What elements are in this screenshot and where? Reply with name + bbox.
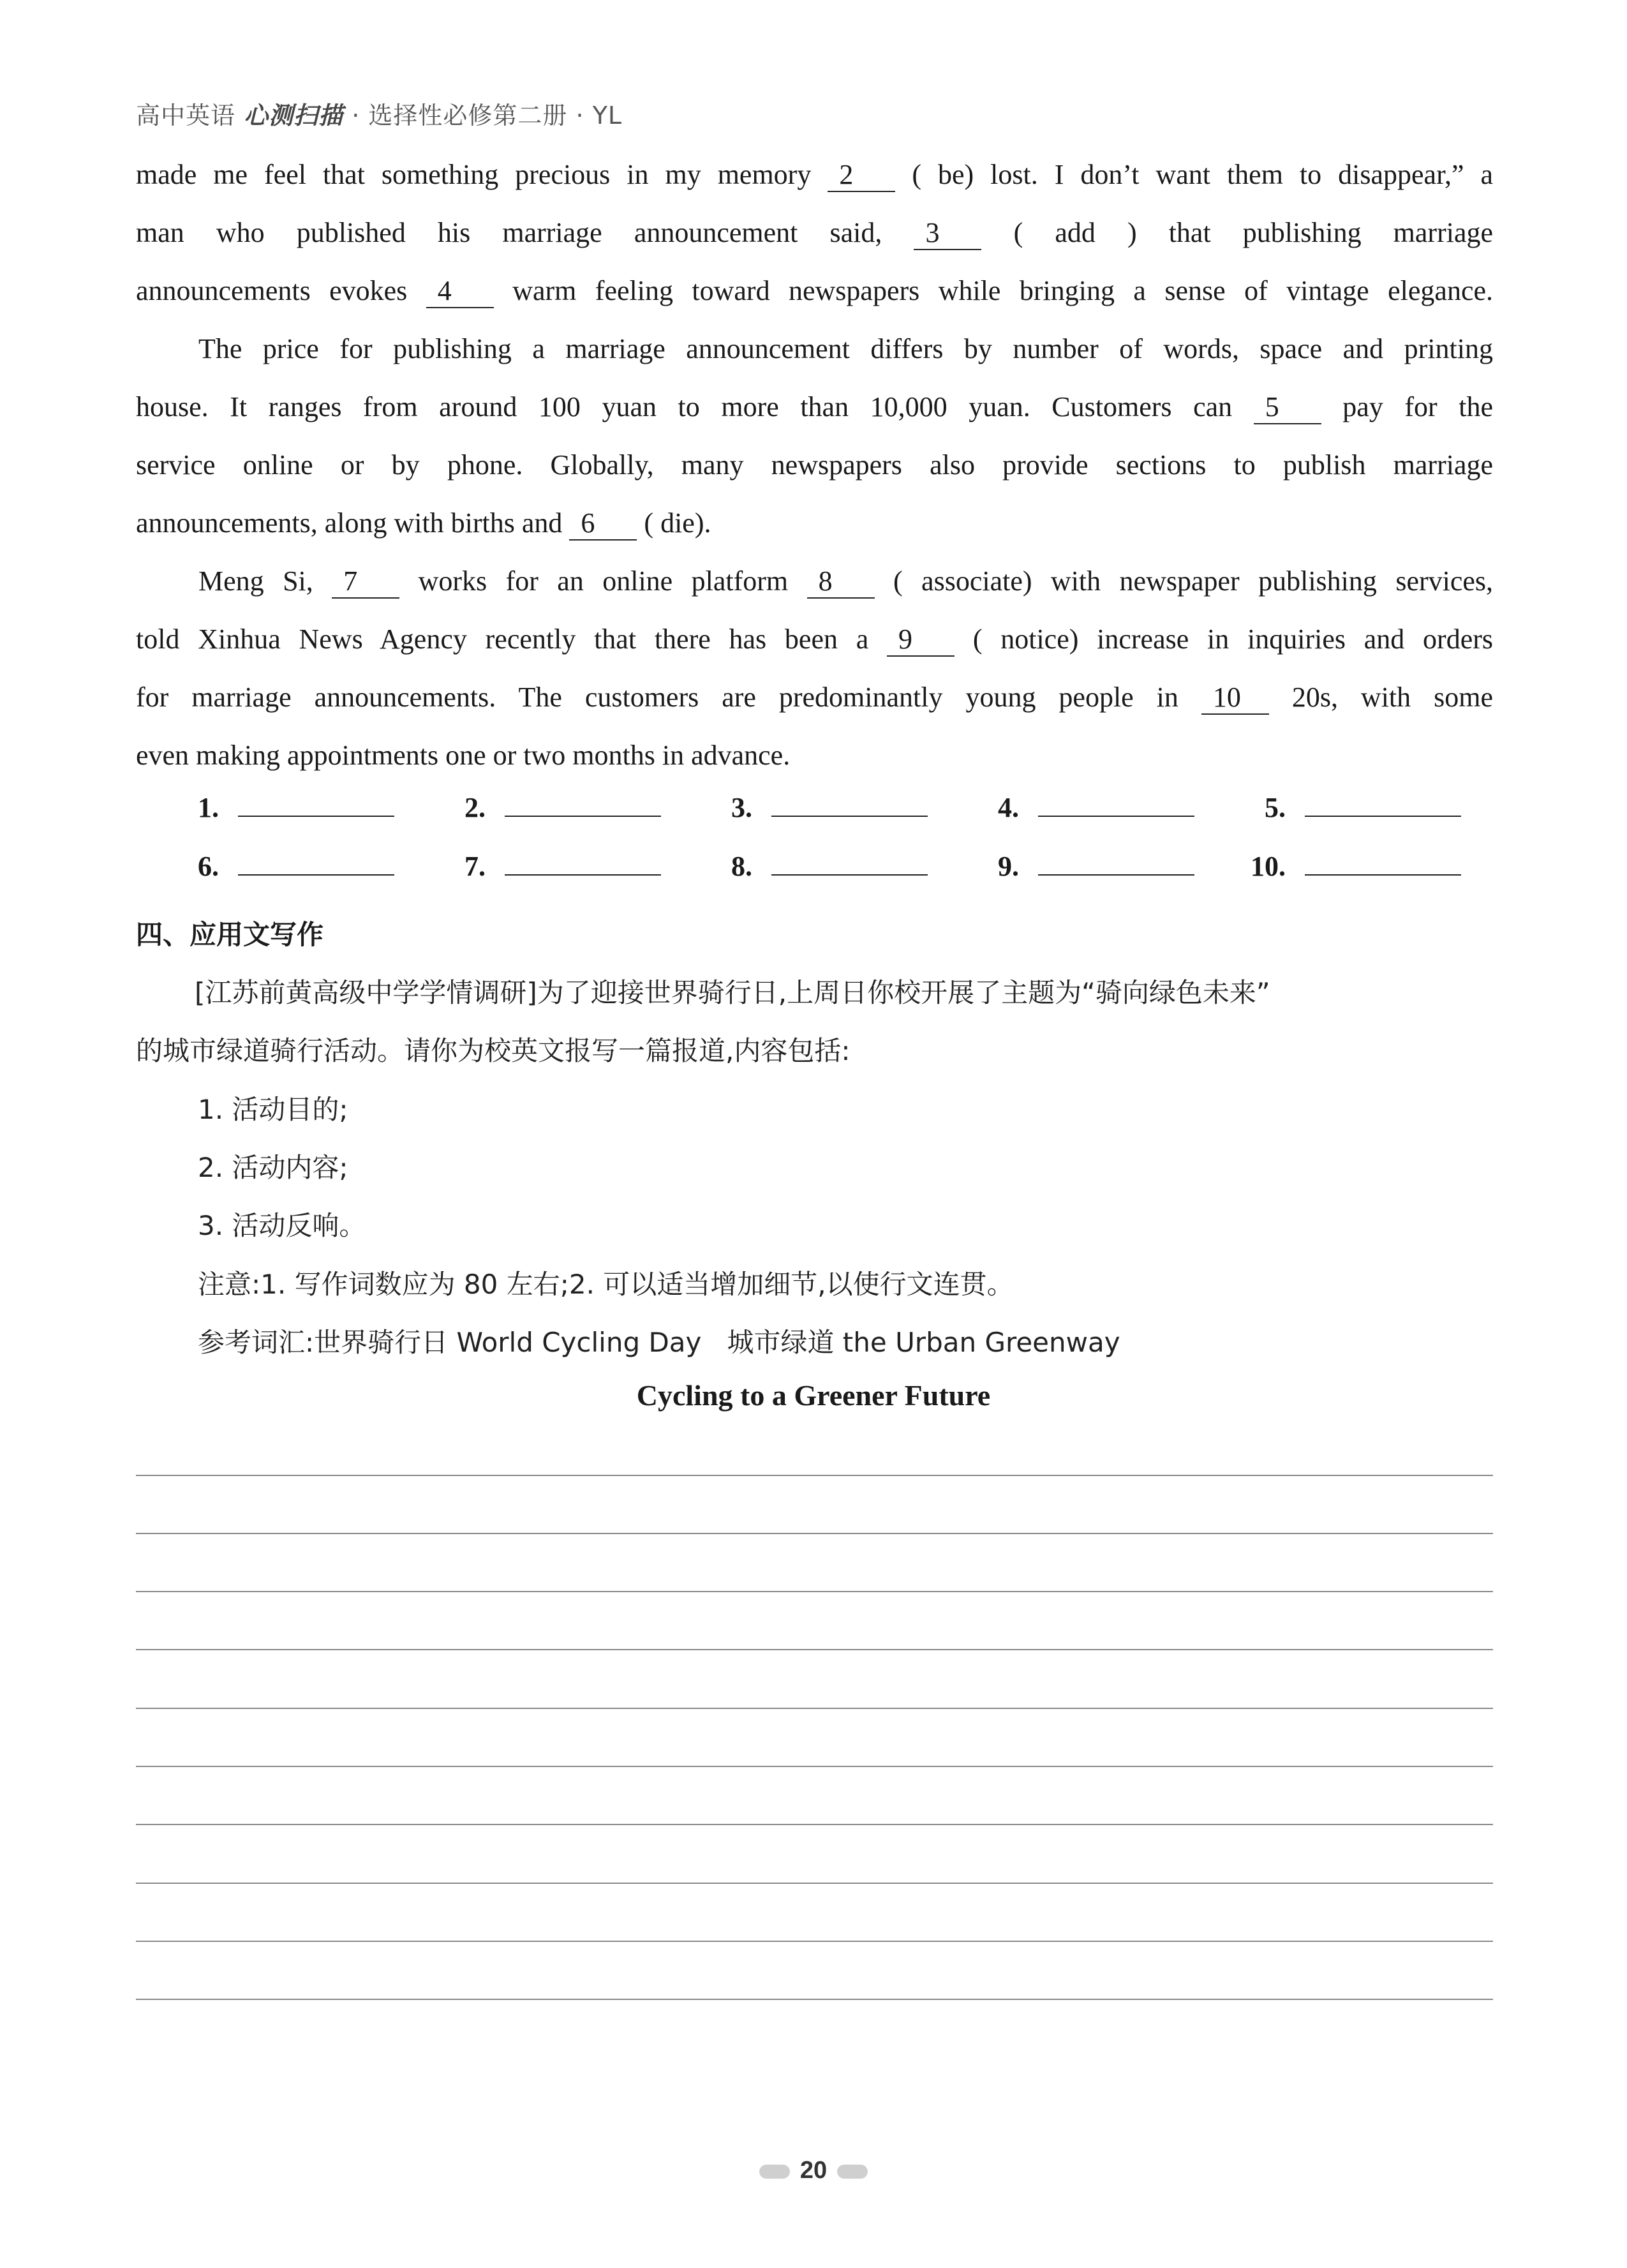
answer-3[interactable] bbox=[731, 791, 928, 824]
text-span: pay for the bbox=[1342, 391, 1493, 422]
answer-row bbox=[198, 791, 1474, 850]
answer-label: 7. bbox=[464, 851, 486, 882]
answer-2[interactable] bbox=[464, 791, 661, 824]
prompt-line-2: 的城市绿道骑行活动。请你为校英文报写一篇报道,内容包括: bbox=[136, 1035, 851, 1066]
text-span: The price for publishing a marriage announcement differs by number of words, space and printing bbox=[198, 333, 1493, 364]
section-title: 四、应用文写作 bbox=[136, 919, 324, 950]
text-span: announcements, along with births and bbox=[136, 507, 563, 539]
page-number-pill-left bbox=[759, 2165, 790, 2179]
blank-7: 7 bbox=[332, 565, 399, 599]
writing-line[interactable] bbox=[136, 1941, 1493, 1942]
page-number-pill-right bbox=[837, 2165, 868, 2179]
page-number-text: 20 bbox=[799, 2157, 828, 2184]
writing-line[interactable] bbox=[136, 1999, 1493, 2000]
answer-line[interactable] bbox=[238, 851, 394, 876]
essay-title: Cycling to a Greener Future bbox=[636, 1379, 991, 1412]
writing-note: 注意:1. 写作词数应为 80 左右;2. 可以适当增加细节,以使行文连贯。 bbox=[198, 1269, 1014, 1300]
reference-vocabulary: 参考词汇:世界骑行日 World Cycling Day 城市绿道 the Urban Greenway bbox=[198, 1327, 1120, 1358]
writing-line[interactable] bbox=[136, 1883, 1493, 1884]
answer-line[interactable] bbox=[1305, 793, 1461, 817]
text-span: man who published his marriage announcement said, bbox=[136, 217, 882, 248]
text-span: Meng Si, bbox=[198, 565, 313, 597]
answer-label: 8. bbox=[731, 851, 752, 882]
text-span: ( add ) that publishing marriage bbox=[1013, 217, 1493, 248]
answer-label: 10. bbox=[1251, 851, 1286, 882]
text-line bbox=[136, 436, 1493, 494]
answer-8[interactable] bbox=[731, 850, 928, 883]
text-span: service online or by phone. Globally, many newspapers also provide sections to publish marriage bbox=[136, 449, 1493, 481]
answer-4[interactable] bbox=[998, 791, 1194, 824]
prompt-line-1: [江苏前黄高级中学学情调研]为了迎接世界骑行日,上周日你校开展了主题为“骑向绿色未来” bbox=[195, 977, 1270, 1008]
answer-1[interactable] bbox=[198, 791, 394, 824]
answer-line[interactable] bbox=[1305, 851, 1461, 876]
text-line bbox=[136, 145, 1493, 204]
header-separator: · bbox=[352, 101, 360, 130]
text-span: house. It ranges from around 100 yuan to more than 10,000 yuan. Customers can bbox=[136, 391, 1233, 422]
blank-9: 9 bbox=[887, 623, 955, 657]
writing-line[interactable] bbox=[136, 1475, 1493, 1476]
text-span: for marriage announcements. The customers are predominantly young people in bbox=[136, 682, 1178, 713]
writing-line[interactable] bbox=[136, 1766, 1493, 1767]
answer-label: 2. bbox=[464, 792, 486, 823]
blank-6: 6 bbox=[569, 507, 637, 541]
answer-row bbox=[198, 850, 1474, 909]
page-number bbox=[750, 2157, 877, 2182]
content-item-3: 3. 活动反响。 bbox=[198, 1210, 366, 1241]
content-item-2: 2. 活动内容; bbox=[198, 1152, 348, 1183]
text-span: ( be) lost. I don’t want them to disappear,” a bbox=[912, 159, 1493, 190]
answer-label: 4. bbox=[998, 792, 1019, 823]
answer-7[interactable] bbox=[464, 850, 661, 883]
content-item-1: 1. 活动目的; bbox=[198, 1094, 348, 1125]
text-line bbox=[136, 610, 1493, 668]
answer-line[interactable] bbox=[1038, 793, 1194, 817]
text-span: even making appointments one or two months in advance. bbox=[136, 740, 791, 771]
answer-5[interactable] bbox=[1265, 791, 1461, 824]
header-subject: 高中英语 bbox=[136, 101, 236, 130]
answer-9[interactable] bbox=[998, 850, 1194, 883]
answer-line[interactable] bbox=[1038, 851, 1194, 876]
answer-10[interactable] bbox=[1251, 850, 1461, 883]
answer-grid bbox=[198, 791, 1474, 909]
header-book: 选择性必修第二册 bbox=[368, 101, 568, 130]
answer-label: 6. bbox=[198, 851, 219, 882]
answer-6[interactable] bbox=[198, 850, 394, 883]
blank-2: 2 bbox=[828, 159, 895, 192]
answer-label: 5. bbox=[1265, 792, 1286, 823]
header-edition: YL bbox=[592, 101, 623, 130]
text-line bbox=[136, 726, 1493, 784]
text-line bbox=[136, 262, 1493, 320]
blank-10: 10 bbox=[1201, 682, 1269, 715]
running-header bbox=[136, 96, 622, 131]
blank-5: 5 bbox=[1254, 391, 1321, 424]
answer-line[interactable] bbox=[505, 793, 661, 817]
answer-line[interactable] bbox=[238, 793, 394, 817]
text-span: ( die). bbox=[644, 507, 711, 539]
text-span: told Xinhua News Agency recently that there has been a bbox=[136, 623, 869, 655]
text-line bbox=[136, 204, 1493, 262]
header-separator-2: · bbox=[576, 101, 584, 130]
blank-3: 3 bbox=[914, 217, 981, 250]
text-line bbox=[136, 494, 1493, 552]
text-line bbox=[136, 378, 1493, 436]
text-span: works for an online platform bbox=[418, 565, 789, 597]
text-span: warm feeling toward newspapers while bringing a sense of vintage elegance. bbox=[512, 275, 1493, 306]
text-line bbox=[136, 552, 1493, 610]
answer-label: 1. bbox=[198, 792, 219, 823]
answer-label: 3. bbox=[731, 792, 752, 823]
writing-line[interactable] bbox=[136, 1591, 1493, 1592]
header-brand-logo: 心测扫描 bbox=[244, 101, 344, 130]
writing-line[interactable] bbox=[136, 1533, 1493, 1534]
writing-line[interactable] bbox=[136, 1824, 1493, 1825]
text-span: announcements evokes bbox=[136, 275, 408, 306]
text-span: ( associate) with newspaper publishing services, bbox=[893, 565, 1493, 597]
answer-line[interactable] bbox=[505, 851, 661, 876]
text-span: ( notice) increase in inquiries and orders bbox=[972, 623, 1493, 655]
blank-4: 4 bbox=[426, 275, 494, 308]
text-span: made me feel that something precious in my memory bbox=[136, 159, 812, 190]
passage-paragraph-3 bbox=[136, 552, 1493, 784]
passage-paragraph-1 bbox=[136, 145, 1493, 320]
blank-8: 8 bbox=[807, 565, 875, 599]
answer-line[interactable] bbox=[771, 793, 928, 817]
answer-line[interactable] bbox=[771, 851, 928, 876]
answer-label: 9. bbox=[998, 851, 1019, 882]
passage-paragraph-2 bbox=[136, 320, 1493, 552]
writing-line[interactable] bbox=[136, 1649, 1493, 1650]
text-span: 20s, with some bbox=[1291, 682, 1493, 713]
writing-line[interactable] bbox=[136, 1708, 1493, 1709]
text-line bbox=[136, 320, 1493, 378]
text-line bbox=[136, 668, 1493, 726]
